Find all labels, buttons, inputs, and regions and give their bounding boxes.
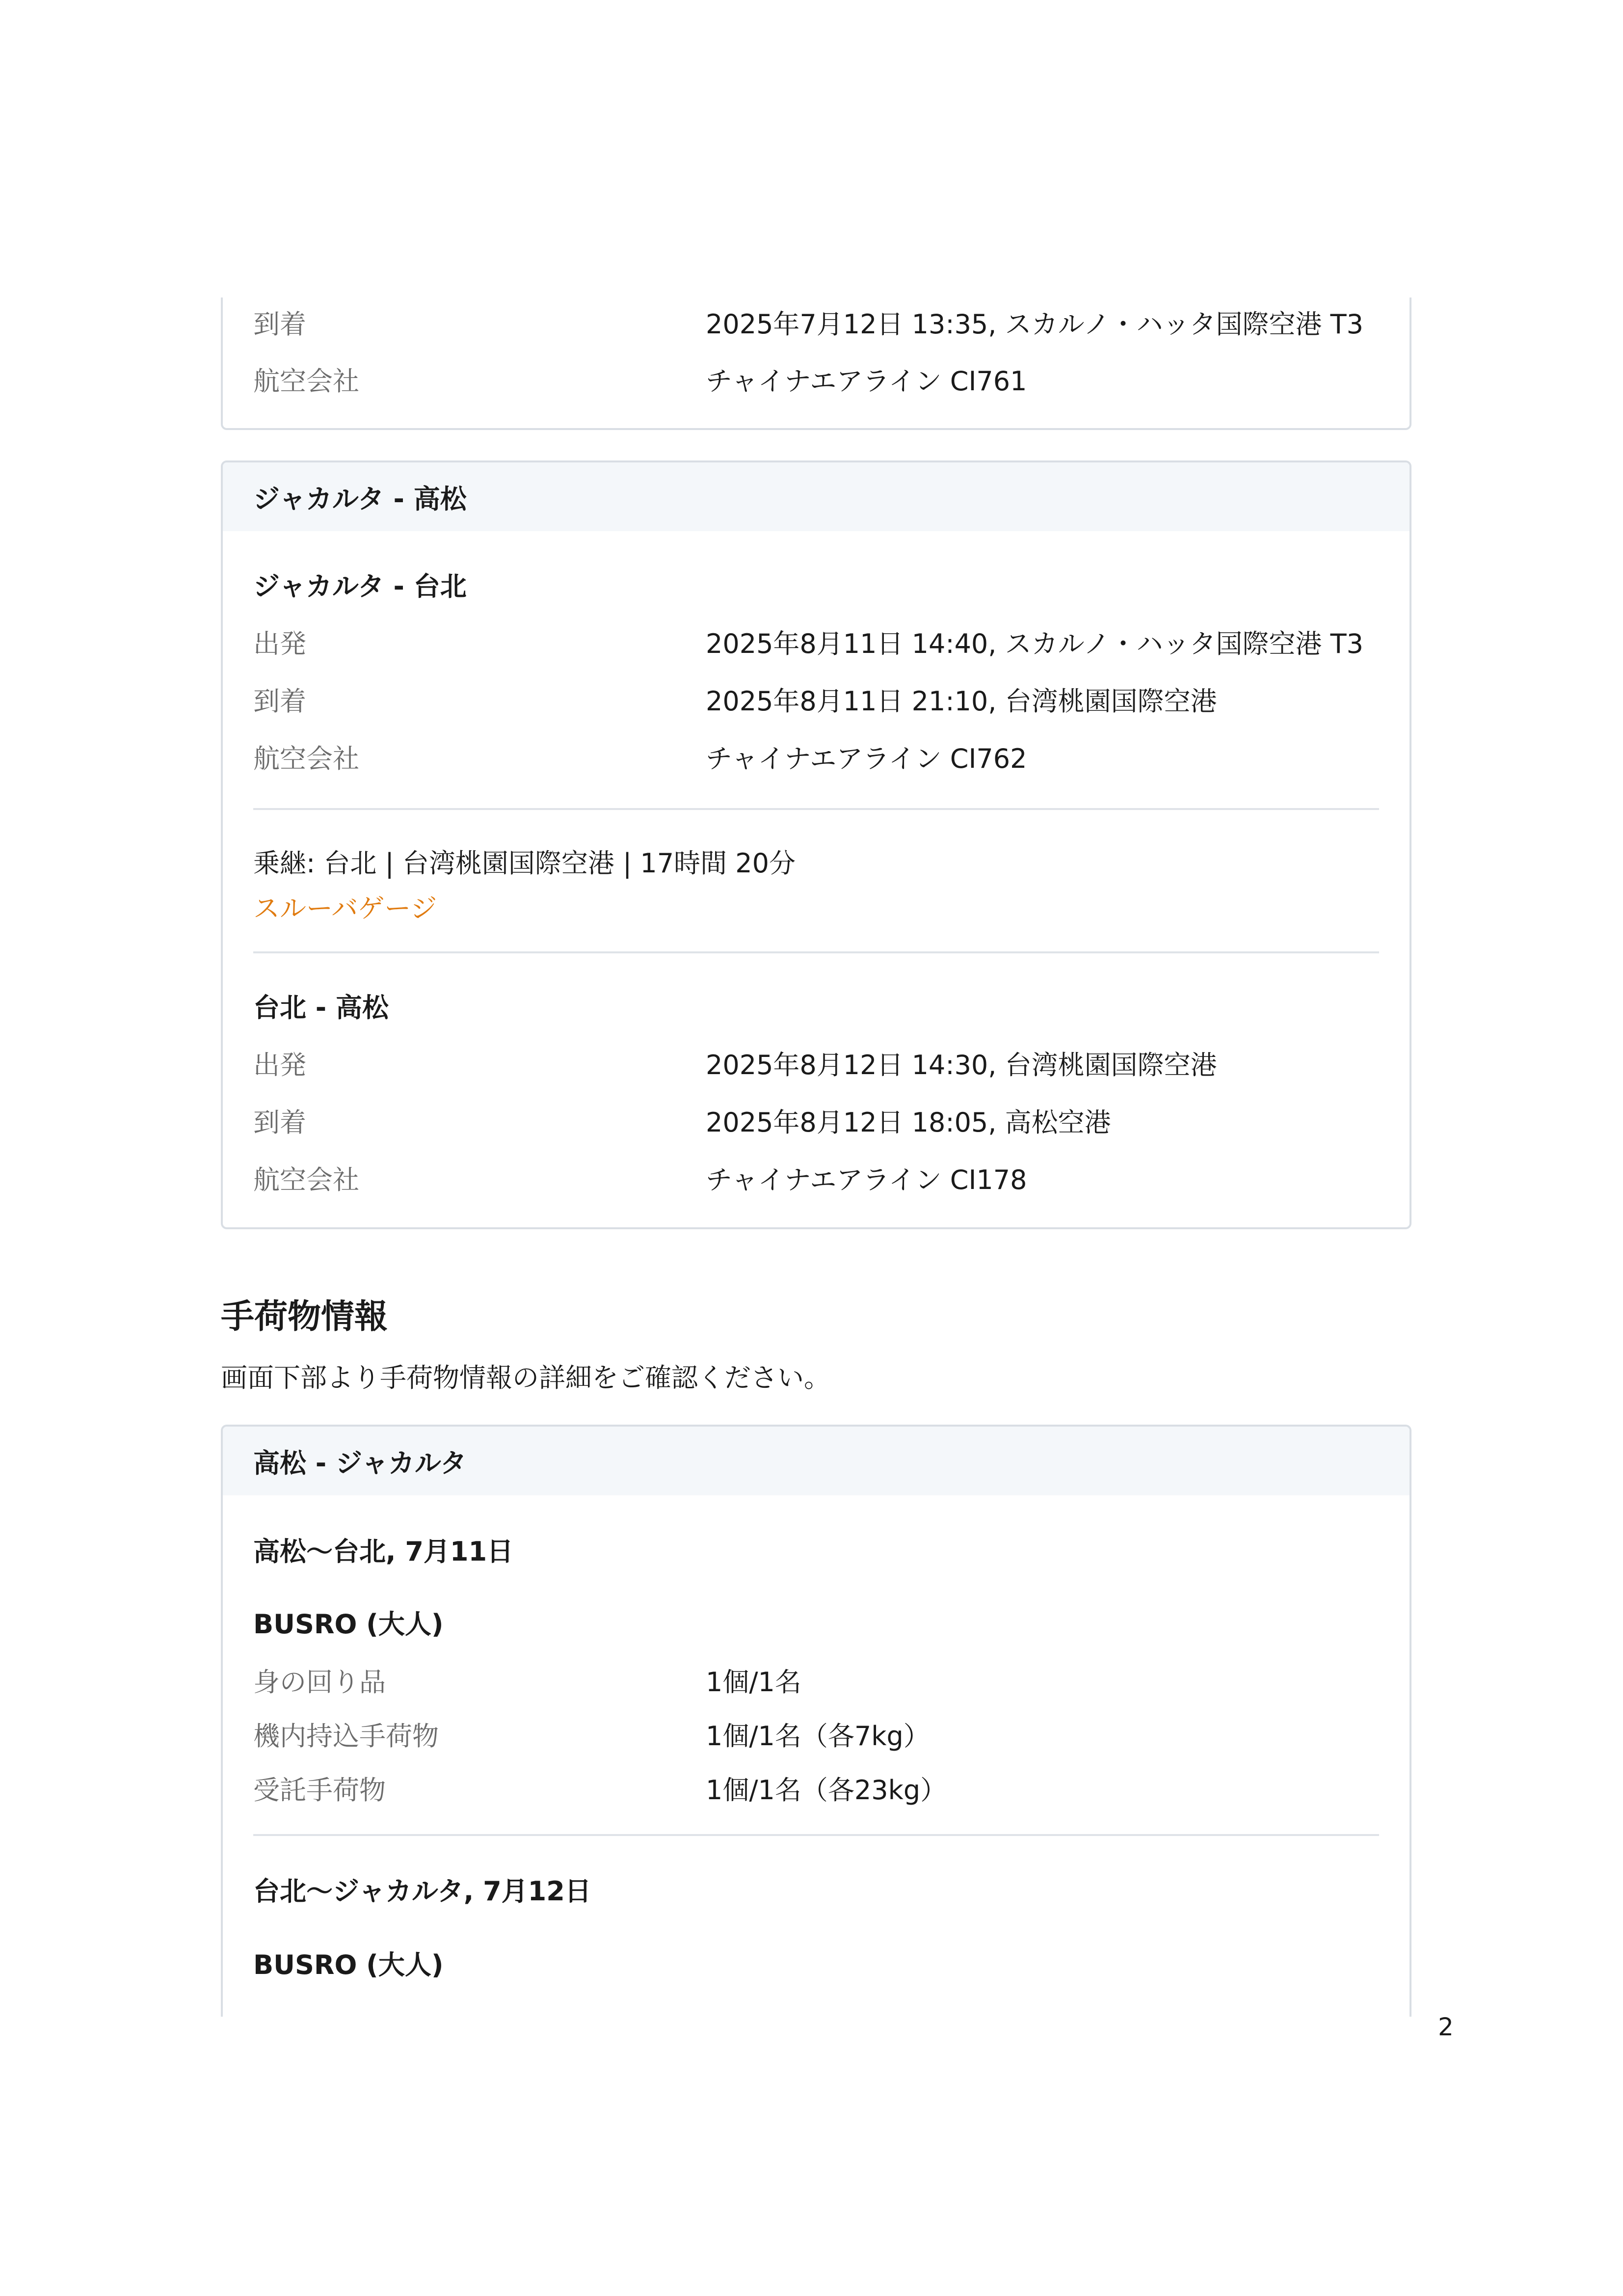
personal-item-value: 1個/1名: [706, 1667, 801, 1698]
segment-title: 高松〜台北, 7月11日: [253, 1536, 514, 1567]
flight-card-continued: [221, 297, 1411, 430]
airline-value: チャイナエアライン CI762: [706, 743, 1027, 774]
passenger-name: BUSRO (大人): [253, 1609, 444, 1640]
card-header: ジャカルタ - 高松: [223, 462, 1410, 531]
departure-label: 出発: [253, 628, 306, 659]
passenger-name: BUSRO (大人): [253, 1949, 444, 1980]
leg-title: ジャカルタ - 台北: [253, 571, 467, 602]
arrival-label: 到着: [253, 686, 306, 717]
divider: [253, 808, 1379, 810]
segment-title: 台北〜ジャカルタ, 7月12日: [253, 1876, 591, 1907]
baggage-section-title: 手荷物情報: [221, 1297, 388, 1336]
through-baggage-label: スルーバゲージ: [253, 893, 437, 924]
arrival-value: 2025年8月11日 21:10, 台湾桃園国際空港: [706, 686, 1217, 717]
carry-on-label: 機内持込手荷物: [253, 1721, 439, 1752]
checked-baggage-label: 受託手荷物: [253, 1775, 386, 1806]
airline-value: チャイナエアライン CI178: [706, 1164, 1027, 1195]
baggage-card: [221, 1425, 1411, 2017]
transfer-info: 乗継: 台北 | 台湾桃園国際空港 | 17時間 20分: [253, 848, 796, 879]
arrival-label: 到着: [253, 1107, 306, 1138]
page-number: 2: [1438, 2013, 1454, 2041]
airline-value: チャイナエアライン CI761: [706, 366, 1027, 397]
airline-label: 航空会社: [253, 1164, 359, 1195]
divider: [253, 951, 1379, 953]
departure-value: 2025年8月11日 14:40, スカルノ・ハッタ国際空港 T3: [706, 628, 1363, 659]
checked-baggage-value: 1個/1名（各23kg）: [706, 1775, 947, 1806]
airline-label: 航空会社: [253, 743, 359, 774]
airline-label: 航空会社: [253, 366, 359, 397]
card-header: 高松 - ジャカルタ: [223, 1427, 1410, 1495]
carry-on-value: 1個/1名（各7kg）: [706, 1721, 930, 1752]
leg-title: 台北 - 高松: [253, 992, 389, 1023]
flight-card-return: [221, 460, 1411, 1229]
departure-value: 2025年8月12日 14:30, 台湾桃園国際空港: [706, 1050, 1217, 1080]
divider: [253, 1834, 1379, 1836]
baggage-description: 画面下部より手荷物情報の詳細をご確認ください。: [221, 1362, 830, 1393]
personal-item-label: 身の回り品: [253, 1667, 386, 1698]
arrival-value: 2025年8月12日 18:05, 高松空港: [706, 1107, 1111, 1138]
arrival-label: 到着: [253, 309, 306, 340]
departure-label: 出発: [253, 1050, 306, 1080]
arrival-value: 2025年7月12日 13:35, スカルノ・ハッタ国際空港 T3: [706, 309, 1363, 340]
